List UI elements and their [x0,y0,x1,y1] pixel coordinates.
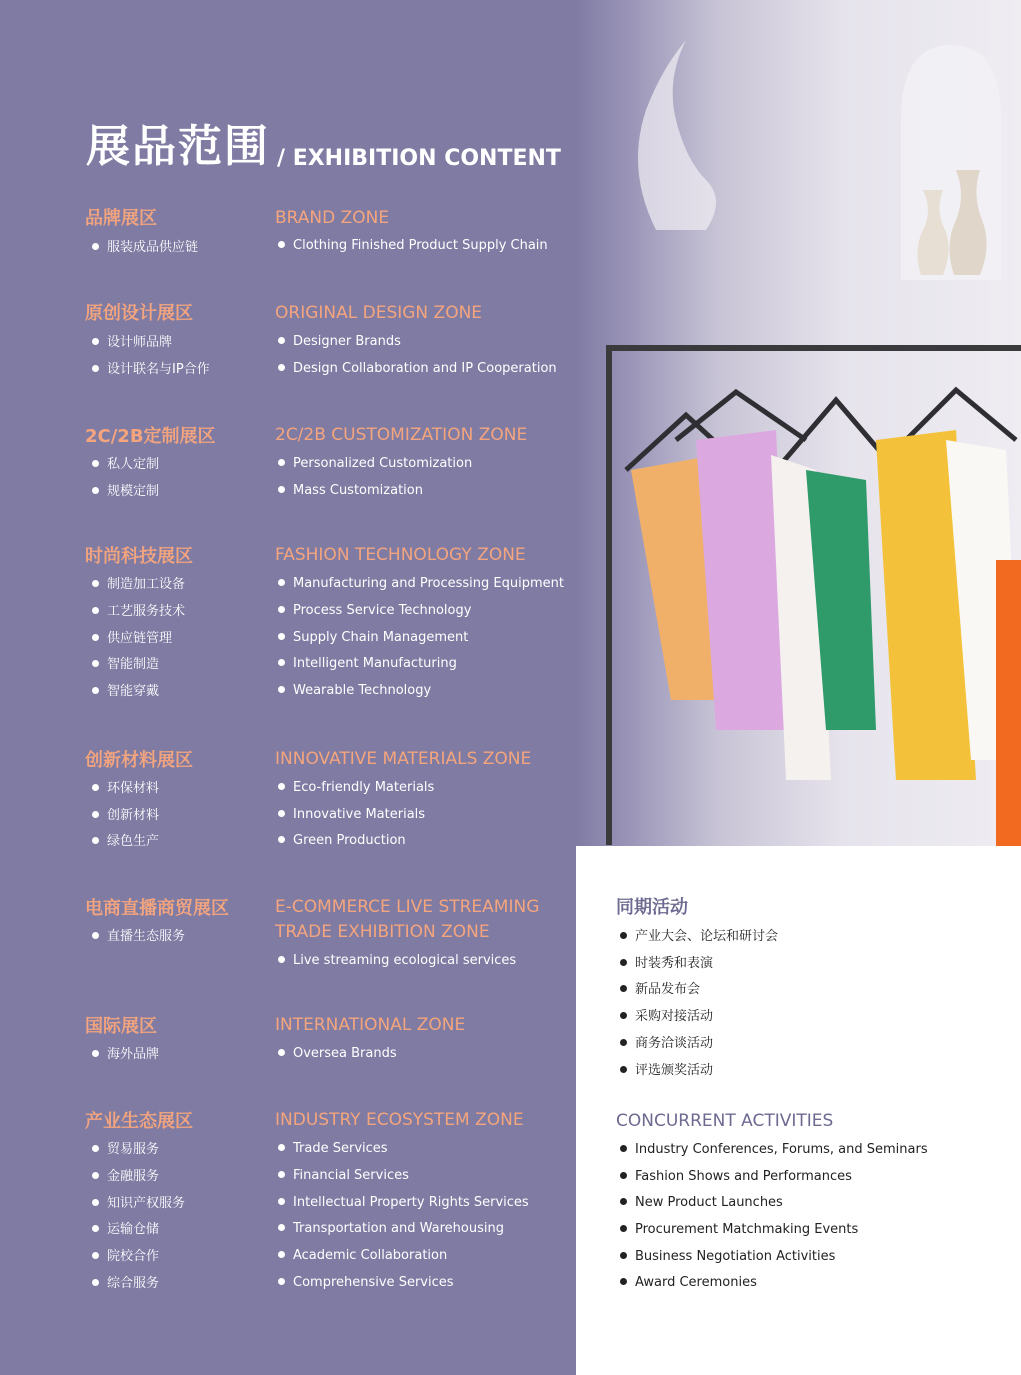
activity-item-en: Award Ceremonies [620,1273,757,1293]
zone-item-en: Process Service Technology [278,601,471,621]
zone-item-en: Live streaming ecological services [278,951,516,971]
zone-title-en: FASHION TECHNOLOGY ZONE [275,545,526,565]
bullet-icon [92,1225,99,1232]
bullet-icon [278,1278,285,1285]
bullet-icon [278,686,285,693]
clothing-rack-photo [576,0,1021,846]
bullet-icon [620,959,627,966]
zone-title-cn: 国际展区 [85,1016,157,1037]
activities-title-en: CONCURRENT ACTIVITIES [616,1111,834,1131]
zone-item-cn: 环保材料 [92,779,159,799]
zone-item-en: Green Production [278,831,406,851]
bullet-icon [620,1012,627,1019]
zone-title-en: INNOVATIVE MATERIALS ZONE [275,749,532,769]
zone-item-cn: 规模定制 [92,482,159,502]
bullet-icon [92,487,99,494]
zone-item-en: Comprehensive Services [278,1273,454,1293]
zone-item-cn: 设计师品牌 [92,333,172,353]
activity-item-cn: 商务洽谈活动 [620,1034,713,1054]
zone-title-en: INTERNATIONAL ZONE [275,1015,466,1035]
zone-item-en: Financial Services [278,1166,409,1186]
zone-title-cn: 2C/2B定制展区 [85,426,216,447]
activity-item-en: Procurement Matchmaking Events [620,1220,858,1240]
activity-item-cn: 时装秀和表演 [620,954,713,974]
zone-item-en: Eco-friendly Materials [278,778,434,798]
zone-item-cn: 海外品牌 [92,1045,159,1065]
page-title-cn: 展品范围 [86,121,270,172]
bullet-icon [92,1252,99,1259]
zone-item-en: Trade Services [278,1139,388,1159]
zone-item-en: Intellectual Property Rights Services [278,1193,529,1213]
zone-item-en: Intelligent Manufacturing [278,654,457,674]
bullet-icon [620,1198,627,1205]
zone-item-en: Transportation and Warehousing [278,1219,504,1239]
bullet-icon [92,365,99,372]
zone-title-en: BRAND ZONE [275,208,390,228]
bullet-icon [278,337,285,344]
zone-item-cn: 综合服务 [92,1274,159,1294]
bullet-icon [92,1050,99,1057]
bullet-icon [620,1225,627,1232]
bullet-icon [92,1279,99,1286]
zone-item-en: Innovative Materials [278,805,425,825]
clothing-rack-illustration [576,0,1021,846]
zone-title-cn: 产业生态展区 [85,1111,193,1132]
bullet-icon [278,659,285,666]
bullet-icon [278,364,285,371]
zone-item-cn: 服装成品供应链 [92,238,198,258]
bullet-icon [620,1252,627,1259]
zone-item-en: Manufacturing and Processing Equipment [278,574,564,594]
activity-item-cn: 新品发布会 [620,980,700,1000]
bullet-icon [278,1224,285,1231]
zone-item-cn: 知识产权服务 [92,1194,185,1214]
zone-title-cn: 时尚科技展区 [85,546,193,567]
bullet-icon [620,932,627,939]
bullet-icon [278,1049,285,1056]
zone-item-cn: 设计联名与IP合作 [92,360,210,380]
activity-item-en: Industry Conferences, Forums, and Seminars [620,1140,928,1160]
bullet-icon [278,1144,285,1151]
bullet-icon [278,486,285,493]
zone-item-en: Academic Collaboration [278,1246,447,1266]
zone-title-en: 2C/2B CUSTOMIZATION ZONE [275,425,528,445]
bullet-icon [278,241,285,248]
activity-item-en: Business Negotiation Activities [620,1247,835,1267]
bullet-icon [620,1145,627,1152]
zone-title-cn: 创新材料展区 [85,750,193,771]
page-title-en: / EXHIBITION CONTENT [277,146,561,171]
zone-item-cn: 贸易服务 [92,1140,159,1160]
zone-item-cn: 运输仓储 [92,1220,159,1240]
bullet-icon [92,607,99,614]
zone-item-cn: 创新材料 [92,806,159,826]
zone-item-cn: 私人定制 [92,455,159,475]
zone-item-cn: 院校合作 [92,1247,159,1267]
zone-title-cn: 品牌展区 [85,208,157,229]
bullet-icon [278,783,285,790]
zone-title-en: INDUSTRY ECOSYSTEM ZONE [275,1110,524,1130]
zone-item-cn: 制造加工设备 [92,575,185,595]
bullet-icon [92,837,99,844]
bullet-icon [278,1198,285,1205]
activity-item-cn: 采购对接活动 [620,1007,713,1027]
zone-item-en: Oversea Brands [278,1044,397,1064]
activity-item-en: Fashion Shows and Performances [620,1167,852,1187]
zone-item-cn: 智能制造 [92,655,159,675]
zone-item-en: Clothing Finished Product Supply Chain [278,236,548,256]
zone-item-cn: 智能穿戴 [92,682,159,702]
zone-item-en: Supply Chain Management [278,628,468,648]
bullet-icon [92,580,99,587]
bullet-icon [92,338,99,345]
activity-item-cn: 评选颁奖活动 [620,1061,713,1081]
zone-title-cn: 原创设计展区 [85,303,193,324]
zone-item-cn: 绿色生产 [92,832,159,852]
bullet-icon [92,784,99,791]
bullet-icon [278,633,285,640]
bullet-icon [92,660,99,667]
bullet-icon [92,811,99,818]
bullet-icon [92,687,99,694]
zone-title-cn: 电商直播商贸展区 [85,898,229,919]
activity-item-cn: 产业大会、论坛和研讨会 [620,927,778,947]
bullet-icon [620,1039,627,1046]
zone-item-en: Designer Brands [278,332,401,352]
zone-item-en: Mass Customization [278,481,423,501]
activity-item-en: New Product Launches [620,1193,783,1213]
bullet-icon [92,634,99,641]
bullet-icon [620,1066,627,1073]
activities-title-cn: 同期活动 [616,897,688,918]
bullet-icon [278,1171,285,1178]
zone-item-en: Wearable Technology [278,681,431,701]
zone-item-cn: 工艺服务技术 [92,602,185,622]
bullet-icon [92,1199,99,1206]
bullet-icon [620,985,627,992]
bullet-icon [278,459,285,466]
zone-item-en: Personalized Customization [278,454,472,474]
zone-item-en: Design Collaboration and IP Cooperation [278,359,557,379]
bullet-icon [92,932,99,939]
bullet-icon [278,836,285,843]
bullet-icon [92,243,99,250]
bullet-icon [278,810,285,817]
bullet-icon [620,1278,627,1285]
bullet-icon [278,1251,285,1258]
zone-item-cn: 直播生态服务 [92,927,185,947]
bullet-icon [278,606,285,613]
zone-item-cn: 供应链管理 [92,629,172,649]
bullet-icon [92,460,99,467]
bullet-icon [620,1172,627,1179]
bullet-icon [92,1172,99,1179]
bullet-icon [92,1145,99,1152]
bullet-icon [278,579,285,586]
zone-title-en: ORIGINAL DESIGN ZONE [275,303,483,323]
zone-title-en: E-COMMERCE LIVE STREAMING TRADE EXHIBITION ZONE [275,897,540,942]
zone-item-cn: 金融服务 [92,1167,159,1187]
bullet-icon [278,956,285,963]
